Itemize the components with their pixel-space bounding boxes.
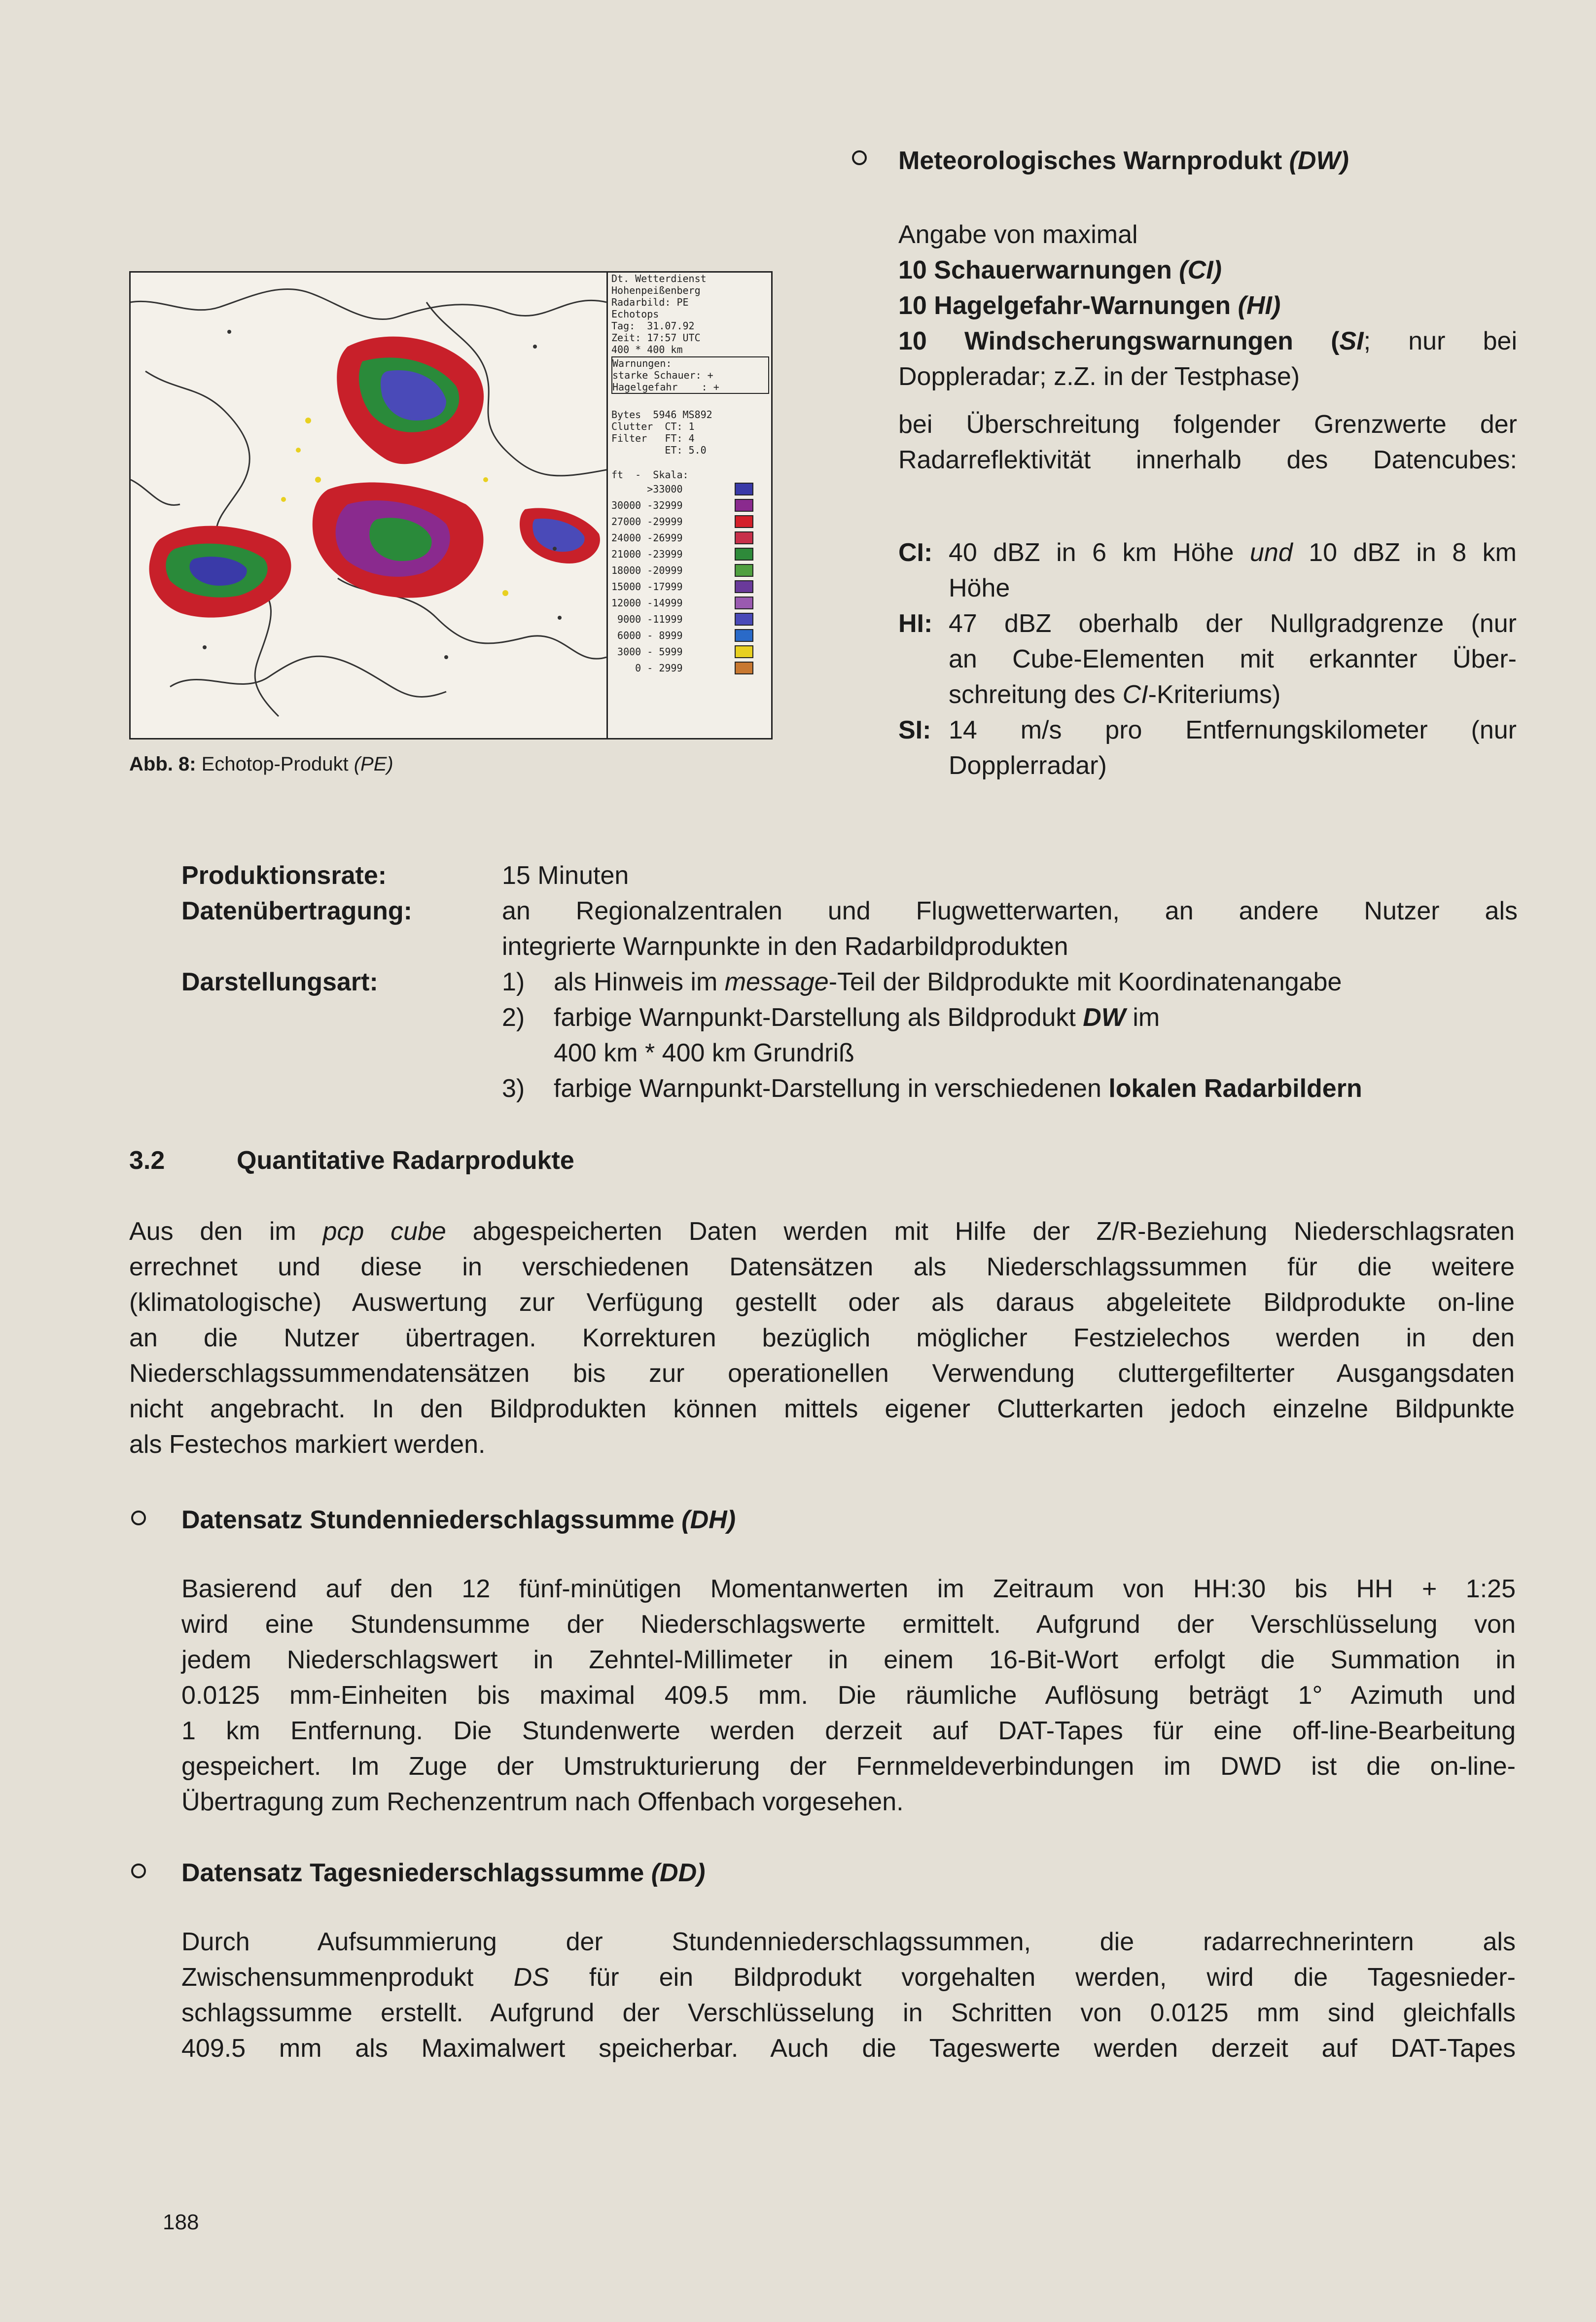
scale-label: 30000 -32999 [611, 499, 683, 511]
warn-line: bei Überschreitung folgender Grenzwerte der [898, 410, 1517, 439]
scale-label: 3000 - 5999 [611, 645, 683, 658]
scale-swatch [735, 645, 753, 658]
intro-line: errechnet und diese in verschiedenen Datensätzen als Niederschlagssummen für die weitere [129, 1253, 1515, 1281]
intro-paragraph [129, 1214, 1515, 1462]
scale-row [611, 643, 769, 660]
scale-swatch [735, 662, 753, 674]
panel-warn-box [611, 356, 769, 394]
dh-paragraph [181, 1571, 1516, 1820]
hi-line-1: 47 dBZ oberhalb der Nullgradgrenze (nur [949, 609, 1517, 638]
warn-line: 10 Schauerwarnungen (CI) [898, 256, 1222, 284]
panel-warn-line: Warnungen: [612, 357, 672, 369]
scale-swatch [735, 499, 753, 512]
caption-code: (PE) [354, 753, 393, 775]
scale-swatch [735, 548, 753, 561]
rate-label: Produktionsrate: [181, 861, 387, 890]
legend-panel [611, 273, 769, 738]
echotop-figure [129, 271, 773, 739]
scale-label: 21000 -23999 [611, 548, 683, 560]
scale-label: 27000 -29999 [611, 515, 683, 528]
specs-block [181, 858, 1518, 1106]
bullet-icon [131, 1864, 146, 1878]
dh-line: gespeichert. Im Zuge der Umstrukturierung der Fernmeldeverbindungen im DWD ist die on-line- [181, 1752, 1516, 1781]
scale-row [611, 546, 769, 562]
scale-row [611, 497, 769, 513]
dh-line: jedem Niederschlagswert in Zehntel-Millimeter in einem 16-Bit-Wort erfolgt die Summation in [181, 1646, 1516, 1674]
display-item-2: farbige Warnpunkt-Darstellung als Bildprodukt DW im [554, 1003, 1160, 1032]
panel-stats-line: ET: 5.0 [611, 444, 707, 456]
caption-text: Echotop-Produkt [196, 753, 354, 775]
transfer-label: Datenübertragung: [181, 897, 412, 925]
scale-label: 24000 -26999 [611, 531, 683, 544]
bullet-icon [131, 1511, 146, 1525]
transfer-line-2: integrierte Warnpunkte in den Radarbildprodukten [502, 932, 1068, 961]
dh-line: Basierend auf den 12 fünf-minütigen Momentanwerten im Zeitraum von HH:30 bis HH + 1:25 [181, 1575, 1516, 1603]
panel-line: Dt. Wetterdienst [611, 273, 707, 284]
dh-line: wird eine Stundensumme der Niederschlagswerte ermittelt. Aufgrund der Verschlüsselung von [181, 1610, 1516, 1639]
scale-label: 15000 -17999 [611, 580, 683, 593]
display-item-number: 3) [502, 1074, 525, 1103]
panel-line: Zeit: 17:57 UTC [611, 332, 701, 344]
scale-swatch [735, 564, 753, 577]
scale-label: 12000 -14999 [611, 597, 683, 609]
panel-line: Echotops [611, 308, 659, 320]
display-item-number: 2) [502, 1003, 525, 1032]
intro-line: (klimatologische) Auswertung zur Verfügung gestellt oder als daraus abgeleitete Bildprodukte on-line [129, 1288, 1515, 1317]
warn-criteria [898, 535, 1517, 783]
panel-header-lines [611, 273, 769, 355]
scale-label: 0 - 2999 [611, 662, 683, 674]
scale-swatch [735, 629, 753, 642]
panel-stats-lines [611, 409, 769, 456]
panel-warn-line: Hagelgefahr : + [612, 381, 719, 393]
panel-line: Radarbild: PE [611, 296, 689, 308]
rate-value: 15 Minuten [502, 861, 629, 890]
display-item-number: 1) [502, 968, 525, 996]
display-item-2-cont: 400 km * 400 km Grundriß [554, 1039, 854, 1067]
dd-line: 409.5 mm als Maximalwert speicherbar. Auch die Tageswerte werden derzeit auf DAT-Tapes [181, 2034, 1516, 2063]
caption-prefix: Abb. 8: [129, 753, 196, 775]
warn-line: 10 Windscherungswarnungen (SI; nur bei [898, 327, 1517, 355]
dd-line: Durch Aufsummierung der Stundenniederschlagssummen, die radarrechnerintern als [181, 1928, 1516, 1956]
scale-swatch [735, 580, 753, 593]
scale-row [611, 513, 769, 529]
display-item-1: als Hinweis im message-Teil der Bildprodukte mit Koordinatenangabe [554, 968, 1342, 996]
hi-line-2: an Cube-Elementen mit erkannter Über- [949, 645, 1517, 673]
page-number: 188 [163, 2210, 199, 2234]
scale-row [611, 578, 769, 595]
si-line-2: Dopplerradar) [949, 751, 1107, 780]
scale-swatch [735, 483, 753, 495]
scale-row [611, 611, 769, 627]
intro-line: nicht angebracht. In den Bildprodukten können mittels eigener Clutterkarten jedoch einzelne Bildpunkte [129, 1395, 1515, 1423]
panel-line: Hohenpeißenberg [611, 284, 701, 296]
scale-row [611, 562, 769, 578]
warn-title [898, 143, 1349, 178]
scale-row [611, 481, 769, 497]
scale-row [611, 660, 769, 676]
dd-paragraph [181, 1924, 1516, 2066]
scale-row [611, 529, 769, 546]
figure-caption [129, 752, 393, 776]
hi-key: HI: [898, 609, 933, 638]
dd-title: Datensatz Tagesniederschlagssumme (DD) [181, 1859, 706, 1887]
scale-swatch [735, 515, 753, 528]
scale-row [611, 627, 769, 643]
dd-line: schlagssumme erstellt. Aufgrund der Verschlüsselung in Schritten von 0.0125 mm sind gleichfalls [181, 1999, 1516, 2027]
warn-title-text: Meteorologisches Warnprodukt [898, 146, 1289, 175]
warn-line: Radarreflektivität innerhalb des Datencubes: [898, 446, 1517, 474]
display-label: Darstellungsart: [181, 968, 378, 996]
panel-warn-line: starke Schauer: + [612, 369, 713, 381]
panel-line: 400 * 400 km [611, 344, 683, 355]
scale-label: 9000 -11999 [611, 613, 683, 625]
display-item-3: farbige Warnpunkt-Darstellung in verschiedenen lokalen Radarbildern [554, 1074, 1362, 1103]
section-number: 3.2 [129, 1146, 165, 1175]
scale-list [611, 481, 769, 676]
warn-line: Doppleradar; z.Z. in der Testphase) [898, 362, 1300, 391]
panel-line: Tag: 31.07.92 [611, 320, 695, 332]
bullet-icon [852, 150, 867, 165]
panel-stats-line: Filter FT: 4 [611, 432, 695, 444]
panel-stats-line: Bytes 5946 MS892 [611, 409, 712, 421]
panel-stats-line: Clutter CT: 1 [611, 421, 695, 432]
warn-title-code: (DW) [1289, 146, 1349, 175]
warn-line: Angabe von maximal [898, 220, 1138, 249]
scale-swatch [735, 613, 753, 626]
scale-swatch [735, 531, 753, 544]
scale-label: 18000 -20999 [611, 564, 683, 576]
scale-header: ft - Skala: [611, 469, 689, 481]
intro-line: Aus den im pcp cube abgespeicherten Daten werden mit Hilfe der Z/R-Beziehung Niederschlagsraten [129, 1217, 1515, 1246]
ci-line-2: Höhe [949, 574, 1010, 602]
intro-line: Niederschlagssummendatensätzen bis zur operationellen Verwendung cluttergefilterter Ausgangsdaten [129, 1359, 1515, 1388]
scale-row [611, 595, 769, 611]
warn-line: 10 Hagelgefahr-Warnungen (HI) [898, 291, 1281, 320]
dh-line: 1 km Entfernung. Die Stundenwerte werden derzeit auf DAT-Tapes für eine off-line-Bearbeitung [181, 1717, 1516, 1745]
transfer-line-1: an Regionalzentralen und Flugwetterwarten, an andere Nutzer als [502, 897, 1518, 925]
scale-swatch [735, 597, 753, 609]
dh-line: Übertragung zum Rechenzentrum nach Offenbach vorgesehen. [181, 1788, 904, 1816]
ci-line-1: 40 dBZ in 6 km Höhe und 10 dBZ in 8 km [949, 538, 1517, 567]
scale-label: 6000 - 8999 [611, 629, 683, 641]
intro-line: an die Nutzer übertragen. Korrekturen bezüglich möglicher Festzielechos werden in den [129, 1324, 1515, 1352]
intro-line: als Festechos markiert werden. [129, 1430, 486, 1459]
dd-line: Zwischensummenprodukt DS für ein Bildprodukt vorgehalten werden, wird die Tagesnieder- [181, 1963, 1516, 1992]
radar-map-image [131, 273, 608, 738]
si-line-1: 14 m/s pro Entfernungskilometer (nur [949, 716, 1517, 744]
warn-body [898, 217, 1517, 478]
si-key: SI: [898, 716, 931, 744]
dh-line: 0.0125 mm-Einheiten bis maximal 409.5 mm. Die räumliche Auflösung beträgt 1° Azimuth und [181, 1681, 1516, 1710]
section-title: Quantitative Radarprodukte [237, 1146, 574, 1175]
hi-line-3: schreitung des CI-Kriteriums) [949, 680, 1281, 709]
ci-key: CI: [898, 538, 933, 567]
dh-title: Datensatz Stundenniederschlagssumme (DH) [181, 1506, 736, 1534]
scale-label: >33000 [611, 483, 683, 495]
